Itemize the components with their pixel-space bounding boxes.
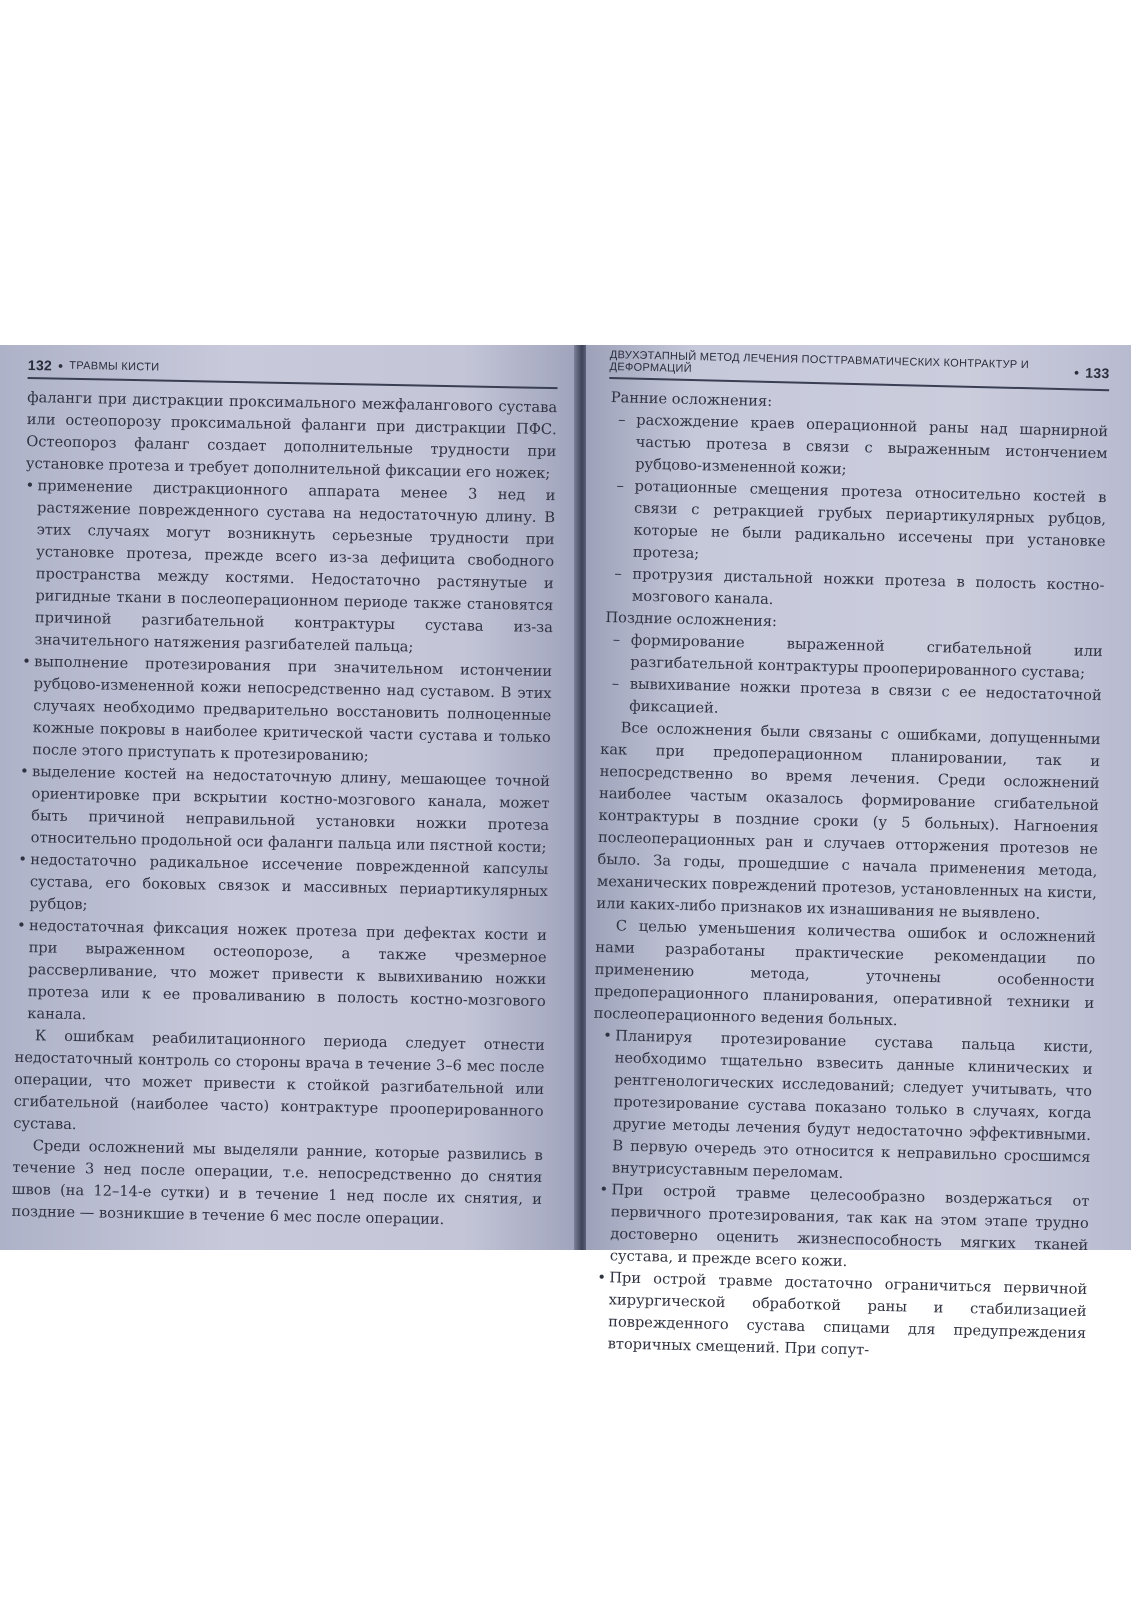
left-body-text <box>11 387 557 1233</box>
left-page-number: 132 <box>27 357 53 374</box>
right-page <box>586 345 1131 1359</box>
left-running-head: ТРАВМЫ КИСТИ <box>69 359 160 374</box>
list-item: • недостаточно радикальное иссечение поврежденной капсулы сустава, его боковых связок и массивных периартикулярных рубцов; <box>17 849 548 925</box>
right-running-head: ДВУХЭТАПНЫЙ МЕТОД ЛЕЧЕНИЯ ПОСТТРАВМАТИЧЕСКИХ КОНТРАКТУР И ДЕФОРМАЦИЙ <box>609 349 1030 376</box>
list-item: • При острой травме целесообразно воздержаться от первичного протезирования, так как на этом этапе трудно достоверно оценить жизнеспособность мягких тканей сустава, и прежде всего кожи. <box>598 1179 1090 1279</box>
bullet-separator: • <box>57 357 64 374</box>
paragraph: Все осложнения были связаны с ошибками, допущенными как при предоперационном планировании, так и непосредственно во время лечения. Среди осложнений наиболее частым оказалось формирование сгибательной контрактуры в поздние сроки (у 5 больных). Нагноения послеоперационных ран и случаев отторжения протезов не было. За годы, прошедшие с начала применения метода, механических повреждений протезов, установленных на кисти, или каких-либо признаков их изнашивания не выявлено. <box>596 719 1101 923</box>
list-item: – вывихивание ножки протеза в связи с ее недостаточной фиксацией. <box>601 673 1102 729</box>
paragraph: К ошибкам реабилитационного периода следует отнести недостаточный контроль со стороны врача в течение 3–6 мес после операции, что может привести к стойкой разгибательной или сгибательной (наиболее часто) контрактуре прооперированного сустава. <box>13 1027 546 1134</box>
late-complications-label: Поздние осложнения: <box>605 608 778 631</box>
left-running-header <box>28 357 558 389</box>
continued-paragraph: фаланги при дистракции проксимального межфалангового сустава или остеопорозу проксимальной фаланги при дистракции ПФС. Остеопороз фаланг создает дополнительные трудности при установке протеза и требует дополнительной фиксации его ножек; <box>25 388 558 483</box>
list-item: • недостаточная фиксация ножек протеза при дефектах кости и при выраженном остеопорозе, а также чрезмерное рассверливание, что может привести к вывихиванию ножки протеза или к ее проваливанию в полость костно-мозгового канала. <box>15 915 547 1035</box>
list-item: • выполнение протезирования при значительном истончении рубцово-измененной кожи непосредственно над суставом. В этих случаях необходимо предварительно восстановить полноценные кожные покровы в наиболее критической части сустава и только после этого приступать к протезированию; <box>20 651 552 771</box>
early-complications-label: Ранние осложнения: <box>610 389 773 410</box>
list-item: – ротационные смещения протеза относительно костей в связи с ретракцией грубых периартикулярных рубцов, которые не были радикально иссечены при установке протеза; <box>605 475 1107 575</box>
left-page <box>0 345 578 1250</box>
right-running-header <box>609 349 1110 391</box>
list-item: • выделение костей на недостаточную длину, мешающее точной ориентировке при вскрытии костно-мозгового канала, может быть причиной неправильной установки ножки протеза относительно продольной оси фаланги пальца или пястной кости; <box>19 761 551 859</box>
list-item: • применение дистракционного аппарата менее 3 нед и растяжение поврежденного сустава на недостаточную длину. В этих случаях могут возникнуть серьезные трудности при установке протеза, прежде всего из-за дефицита свободного пространства между костями. Недостаточно растянутые и ригидные ткани в послеоперационном периоде также становятся причиной разгибательной контрактуры сустава из-за значительного натяжения разгибателей пальца; <box>22 475 555 661</box>
book-photo <box>0 345 1131 1359</box>
list-item: • При острой травме достаточно ограничиться первичной хирургической обработкой раны и стабилизацией поврежденного сустава спицами для предупреждения вторичных смещений. При сопут- <box>595 1267 1087 1367</box>
list-item: – расхождение краев операционной раны над шарнирной частью протеза в связи с выраженным истончением рубцово-измененной кожи; <box>607 409 1108 487</box>
right-body-text <box>585 387 1109 1367</box>
list-item: – протрузия дистальной ножки протеза в полость костно-мозгового канала. <box>604 563 1105 619</box>
list-item: – формирование выраженной сгибательной или разгибательной контрактуры прооперированного сустава; <box>602 629 1103 685</box>
right-page-number: 133 <box>1085 364 1110 382</box>
paragraph: Среди осложнений мы выделяли ранние, которые развились в течение 3 нед после операции, т.е. непосредственно до снятия швов (на 12–14-е сутки) и в течение 1 нед после их снятия, и поздние — возникшие в течение 6 мес после операции. <box>11 1137 543 1229</box>
bullet-separator: • <box>1073 364 1080 381</box>
paragraph: С целью уменьшения количества ошибок и осложнений нами разработаны практические рекомендации по применению метода, уточнены особенности предоперационного планирования, оперативной техники и послеоперационного ведения больных. <box>593 917 1096 1030</box>
list-item: • Планируя протезирование сустава пальца кисти, необходимо тщательно взвесить данные клинических и рентгенологических исследований; следует учитывать, что протезирование сустава показано только в случаях, когда другие методы лечения будут недостаточно эффективными. В первую очередь это относится к неправильно сросшимся внутрисуставным переломам. <box>600 1025 1094 1191</box>
